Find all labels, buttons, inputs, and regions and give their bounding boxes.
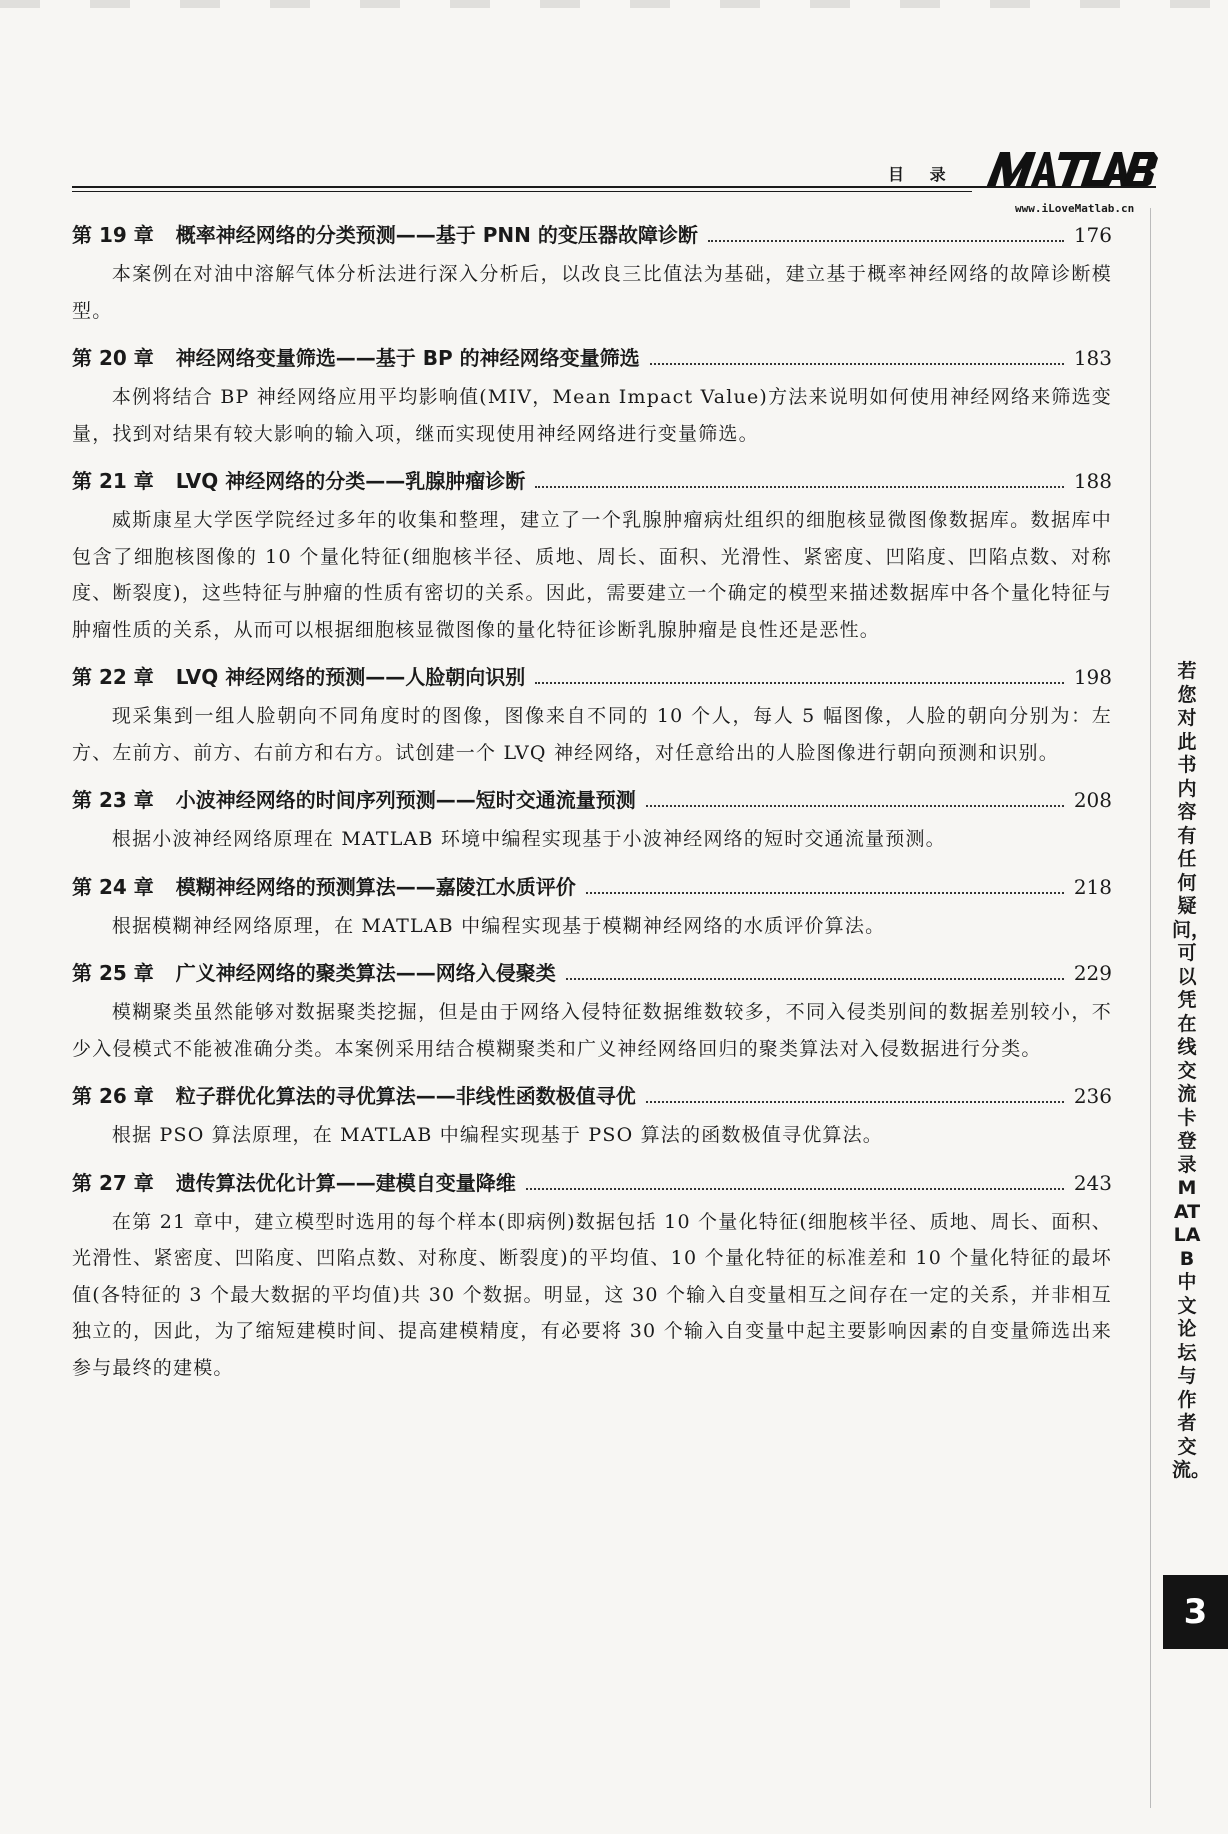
page-tab: 3: [1163, 1575, 1228, 1649]
chapter-number: 第 25 章: [72, 961, 154, 985]
toc-entry: [72, 1166, 1112, 1387]
page-number: 198: [1073, 665, 1112, 689]
chapter-title: 小波神经网络的时间序列预测——短时交通流量预测: [175, 788, 636, 812]
chapter-summary: 根据小波神经网络原理在 MATLAB 环境中编程实现基于小波神经网络的短时交通流量预测。: [111, 828, 946, 850]
toc-heading[interactable]: [72, 218, 1112, 252]
chapter-title: 模糊神经网络的预测算法——嘉陵江水质评价: [175, 874, 576, 899]
toc-entry: [72, 218, 1112, 329]
logo-url: www.iLoveMatlab.cn: [1015, 202, 1135, 215]
toc-heading[interactable]: [72, 783, 1112, 817]
chapter-title: LVQ 神经网络的分类——乳腺肿瘤诊断: [175, 469, 526, 493]
chapter-number: 第 20 章: [72, 346, 154, 370]
toc-heading[interactable]: [72, 341, 1112, 375]
dot-leader: [708, 240, 1064, 242]
toc-heading[interactable]: [72, 1166, 1112, 1200]
chapter-summary: 威斯康星大学医学院经过多年的收集和整理，建立了一个乳腺肿瘤病灶组织的细胞核显微图像数据库。数据库中包含了细胞核图像的 10 个量化特征(细胞核半径、质地、周长、面积、光滑性、紧密度、凹陷度、凹陷点数、对称度、断裂度)，这些特征与肿瘤的性质有密切的关系。因此，需要建立一个确定的模型来描述数据库中各个量化特征与肿瘤性质的关系，从而可以根据细胞核显微图像的量化特征诊断乳腺肿瘤是良性还是恶性。: [72, 509, 1112, 641]
toc-entry: [72, 464, 1112, 648]
chapter-title: 概率神经网络的分类预测——基于 PNN 的变压器故障诊断: [175, 223, 698, 247]
chapter-summary: 根据模糊神经网络原理，在 MATLAB 中编程实现基于模糊神经网络的水质评价算法。: [111, 914, 886, 937]
chapter-summary: 现采集到一组人脸朝向不同角度时的图像，图像来自不同的 10 个人，每人 5 幅图像，人脸的朝向分别为：左方、左前方、前方、右前方和右方。试创建一个 LVQ 神经网络，对任意给出的人脸图像进行朝向预测和识别。: [72, 705, 1112, 764]
page-number: 218: [1073, 874, 1112, 899]
dot-leader: [586, 892, 1064, 894]
chapter-summary: 在第 21 章中，建立模型时选用的每个样本(即病例)数据包括 10 个量化特征(细胞核半径、质地、周长、面积、光滑性、紧密度、凹陷度、凹陷点数、对称度、断裂度)的平均值、10 个量化特征的标准差和 10 个量化特征的最坏值(各特征的 3 个最大数据的平均值)共 30 个数据。明显，这 30 个输入自变量相互之间存在一定的关系，并非相互独立的，因此，为了缩短建模时间、提高建模精度，有必要将 30 个输入自变量中起主要影响因素的自变量筛选出来参与最终的建模。: [72, 1210, 1112, 1379]
toc-heading[interactable]: [72, 660, 1112, 694]
toc-heading[interactable]: [72, 1079, 1112, 1113]
dot-leader: [646, 805, 1064, 807]
toc-entry: [72, 783, 1112, 858]
page-number: 243: [1073, 1170, 1112, 1195]
chapter-summary: 本例将结合 BP 神经网络应用平均影响值(MIV，Mean Impact Value)方法来说明如何使用神经网络来筛选变量，找到对结果有较大影响的输入项，继而实现使用神经网络进行变量筛选。: [72, 386, 1112, 445]
dot-leader: [535, 682, 1064, 684]
chapter-title: 遗传算法优化计算——建模自变量降维: [175, 1170, 516, 1195]
toc-heading[interactable]: [72, 870, 1112, 904]
chapter-title: 神经网络变量筛选——基于 BP 的神经网络变量筛选: [175, 346, 640, 370]
page-number: 188: [1073, 469, 1112, 493]
dot-leader: [650, 363, 1064, 365]
chapter-number: 第 27 章: [72, 1170, 154, 1195]
toc-heading[interactable]: [72, 956, 1112, 990]
chapter-number: 第 22 章: [72, 665, 154, 689]
toc-entry: [72, 870, 1112, 945]
toc-entry: [72, 956, 1112, 1067]
chapter-number: 第 19 章: [72, 223, 154, 247]
chapter-number: 第 26 章: [72, 1084, 154, 1108]
chapter-summary: 根据 PSO 算法原理，在 MATLAB 中编程实现基于 PSO 算法的函数极值寻优算法。: [111, 1124, 883, 1146]
chapter-title: 粒子群优化算法的寻优算法——非线性函数极值寻优: [175, 1084, 636, 1108]
running-head: 目 录: [888, 165, 956, 184]
dot-leader: [566, 978, 1064, 980]
page-number: 176: [1073, 223, 1112, 247]
page-number: 183: [1073, 346, 1112, 370]
header-rule-thin: [72, 191, 972, 192]
chapter-number: 第 23 章: [72, 788, 154, 812]
chapter-summary: 模糊聚类虽然能够对数据聚类挖掘，但是由于网络入侵特征数据维数较多，不同入侵类别间的数据差别较小，不少入侵模式不能被准确分类。本案例采用结合模糊聚类和广义神经网络回归的聚类算法对入侵数据进行分类。: [72, 1001, 1112, 1060]
chapter-summary: 本案例在对油中溶解气体分析法进行深入分析后，以改良三比值法为基础，建立基于概率神经网络的故障诊断模型。: [72, 263, 1112, 322]
scan-artifact: [0, 0, 1228, 8]
page-number: 229: [1073, 961, 1112, 985]
dot-leader: [646, 1101, 1064, 1103]
header-rule: [72, 186, 1156, 188]
side-note: 若您对此书内容有任何疑问，可以凭在线交流卡登录MATLAB中文论坛与作者交流。: [1172, 660, 1211, 1481]
dot-leader: [526, 1188, 1064, 1190]
toc-entry: [72, 660, 1112, 771]
chapter-number: 第 21 章: [72, 469, 154, 493]
dot-leader: [535, 486, 1064, 488]
table-of-contents: [72, 218, 1112, 1398]
margin-rule: [1150, 208, 1151, 1808]
toc-entry: [72, 1079, 1112, 1154]
chapter-number: 第 24 章: [72, 874, 154, 899]
toc-entry: [72, 341, 1112, 452]
chapter-title: 广义神经网络的聚类算法——网络入侵聚类: [175, 961, 556, 985]
page-number: 236: [1073, 1084, 1112, 1108]
page-number: 208: [1073, 788, 1112, 812]
chapter-title: LVQ 神经网络的预测——人脸朝向识别: [175, 665, 526, 689]
toc-heading[interactable]: [72, 464, 1112, 498]
